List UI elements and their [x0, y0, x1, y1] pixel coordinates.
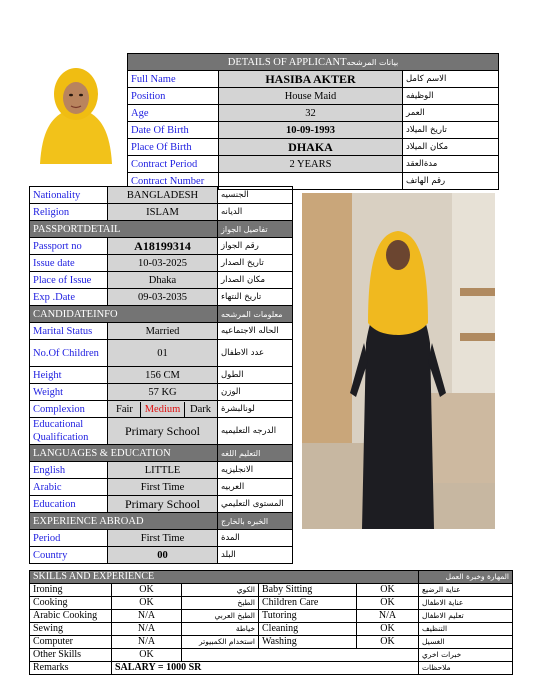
weight-ar: الوزن	[218, 384, 293, 401]
skill-tutoring-label: Tutoring	[259, 610, 357, 623]
age-label: Age	[128, 105, 219, 122]
skill-cleaning-ar: التنظيف	[419, 623, 513, 636]
skill-sewing-value: N/A	[112, 623, 182, 636]
pob-ar: مكان الميلاد	[403, 139, 499, 156]
issue-date-ar: تاريخ الصدار	[218, 255, 293, 272]
place-of-issue-ar: مكان الصدار	[218, 272, 293, 289]
full-name-value: HASIBA AKTER	[219, 71, 403, 88]
issue-date-value: 10-03-2025	[108, 255, 218, 272]
passport-header: PASSPORTDETAIL	[30, 221, 218, 238]
skill-sewing-label: Sewing	[30, 623, 112, 636]
skill-children-care-ar: عناية الاطفال	[419, 597, 513, 610]
english-value: LITTLE	[108, 462, 218, 479]
country-ar: البلد	[218, 547, 293, 564]
skill-arabic-cooking-label: Arabic Cooking	[30, 610, 112, 623]
experience-header: EXPERIENCE ABROAD	[30, 513, 218, 530]
skill-baby-sitting-ar: عناية الرضيع	[419, 584, 513, 597]
skill-baby-sitting-value: OK	[357, 584, 419, 597]
applicant-header: DETAILS OF APPLICANTبيانات المرشحه	[128, 54, 499, 71]
issue-date-label: Issue date	[30, 255, 108, 272]
dob-label: Date Of Birth	[128, 122, 219, 139]
other-skills-ar: خبرات اخري	[419, 649, 513, 662]
age-ar: العمر	[403, 105, 499, 122]
children-value: 01	[108, 340, 218, 367]
position-label: Position	[128, 88, 219, 105]
education-qual-value: Primary School	[108, 418, 218, 445]
passport-no-label: Passport no	[30, 238, 108, 255]
skill-computer-value: N/A	[112, 636, 182, 649]
dob-ar: تاريخ الميلاد	[403, 122, 499, 139]
remarks-label: Remarks	[30, 662, 112, 675]
skill-computer-label: Computer	[30, 636, 112, 649]
passport-no-ar: رقم الجواز	[218, 238, 293, 255]
marital-label: Marital Status	[30, 323, 108, 340]
skill-cleaning-value: OK	[357, 623, 419, 636]
complexion-options	[108, 401, 218, 418]
pob-label: Place Of Birth	[128, 139, 219, 156]
other-skills-blank	[182, 649, 419, 662]
skill-cooking-label: Cooking	[30, 597, 112, 610]
country-value: 00	[108, 547, 218, 564]
children-ar: عدد الاطفال	[218, 340, 293, 367]
period-value: First Time	[108, 530, 218, 547]
position-ar: الوظيفه	[403, 88, 499, 105]
education-qual-ar: الدرجه التعليميه	[218, 418, 293, 445]
marital-value: Married	[108, 323, 218, 340]
full-body-photo	[302, 193, 495, 529]
skill-ironing-ar: الكوي	[182, 584, 259, 597]
complexion-medium: Medium	[141, 402, 186, 417]
english-ar: الانجليزيه	[218, 462, 293, 479]
skill-baby-sitting-label: Baby Sitting	[259, 584, 357, 597]
height-label: Height	[30, 367, 108, 384]
complexion-label: Complexion	[30, 401, 108, 418]
position-value: House Maid	[219, 88, 403, 105]
skills-table	[29, 570, 513, 675]
religion-ar: الديانه	[218, 204, 293, 221]
skills-header-ar: المهارة وخبرة العمل	[419, 571, 513, 584]
languages-header-ar: التعليم اللغه	[218, 445, 293, 462]
dob-value: 10-09-1993	[219, 122, 403, 139]
full-name-label: Full Name	[128, 71, 219, 88]
complexion-fair: Fair	[109, 402, 141, 417]
passport-no-value: A18199314	[108, 238, 218, 255]
education-label: Education	[30, 496, 108, 513]
skill-sewing-ar: خياطة	[182, 623, 259, 636]
weight-label: Weight	[30, 384, 108, 401]
contract-period-value: 2 YEARS	[219, 156, 403, 173]
skills-header: SKILLS AND EXPERIENCE	[30, 571, 419, 584]
skill-arabic-cooking-ar: الطبخ العربي	[182, 610, 259, 623]
complexion-dark: Dark	[190, 403, 212, 415]
age-value: 32	[219, 105, 403, 122]
exp-date-ar: تاريخ النتهاء	[218, 289, 293, 306]
skill-ironing-label: Ironing	[30, 584, 112, 597]
experience-header-ar: الخبره بالخارج	[218, 513, 293, 530]
marital-ar: الحاله الاجتماعيه	[218, 323, 293, 340]
religion-value: ISLAM	[108, 204, 218, 221]
education-ar: المستوى التعليمي	[218, 496, 293, 513]
complexion-ar: لونالبشرة	[218, 401, 293, 418]
period-ar: المدة	[218, 530, 293, 547]
period-label: Period	[30, 530, 108, 547]
education-value: Primary School	[108, 496, 218, 513]
skill-cleaning-label: Cleaning	[259, 623, 357, 636]
other-skills-value: OK	[112, 649, 182, 662]
skill-washing-label: Washing	[259, 636, 357, 649]
exp-date-value: 09-03-2035	[108, 289, 218, 306]
height-ar: الطول	[218, 367, 293, 384]
education-qual-label: Educational Qualification	[30, 418, 108, 445]
weight-value: 57 KG	[108, 384, 218, 401]
place-of-issue-value: Dhaka	[108, 272, 218, 289]
skill-tutoring-ar: تعليم الاطفال	[419, 610, 513, 623]
nationality-value: BANGLADESH	[108, 187, 218, 204]
skill-cooking-ar: الطبخ	[182, 597, 259, 610]
skill-children-care-value: OK	[357, 597, 419, 610]
contract-number-ar: رقم الهاتف	[403, 173, 499, 190]
skill-computer-ar: استخدام الكمبيوتر	[182, 636, 259, 649]
full-name-ar: الاسم كامل	[403, 71, 499, 88]
place-of-issue-label: Place of Issue	[30, 272, 108, 289]
height-value: 156 CM	[108, 367, 218, 384]
contract-period-label: Contract Period	[128, 156, 219, 173]
skill-washing-ar: الغسيل	[419, 636, 513, 649]
country-label: Country	[30, 547, 108, 564]
arabic-value: First Time	[108, 479, 218, 496]
english-label: English	[30, 462, 108, 479]
contract-period-ar: مدةالعقد	[403, 156, 499, 173]
candidate-header-ar: معلومات المرشحه	[218, 306, 293, 323]
languages-header: LANGUAGES & EDUCATION	[30, 445, 218, 462]
skill-ironing-value: OK	[112, 584, 182, 597]
nationality-ar: الجنسيه	[218, 187, 293, 204]
candidate-header: CANDIDATEINFO	[30, 306, 218, 323]
arabic-label: Arabic	[30, 479, 108, 496]
other-skills-label: Other Skills	[30, 649, 112, 662]
applicant-table	[127, 53, 499, 190]
skill-arabic-cooking-value: N/A	[112, 610, 182, 623]
passport-photo	[34, 60, 118, 164]
passport-header-ar: تفاصيل الجواز	[218, 221, 293, 238]
pob-value: DHAKA	[219, 139, 403, 156]
left-info-table	[29, 186, 293, 564]
arabic-ar: العربيه	[218, 479, 293, 496]
children-label: No.Of Children	[30, 340, 108, 367]
skill-cooking-value: OK	[112, 597, 182, 610]
remarks-value: SALARY = 1000 SR	[112, 662, 419, 675]
nationality-label: Nationality	[30, 187, 108, 204]
skill-tutoring-value: N/A	[357, 610, 419, 623]
skill-children-care-label: Children Care	[259, 597, 357, 610]
skill-washing-value: OK	[357, 636, 419, 649]
contract-number-label: Contract Number	[128, 173, 219, 190]
exp-date-label: Exp .Date	[30, 289, 108, 306]
remarks-ar: ملاحظات	[419, 662, 513, 675]
religion-label: Religion	[30, 204, 108, 221]
